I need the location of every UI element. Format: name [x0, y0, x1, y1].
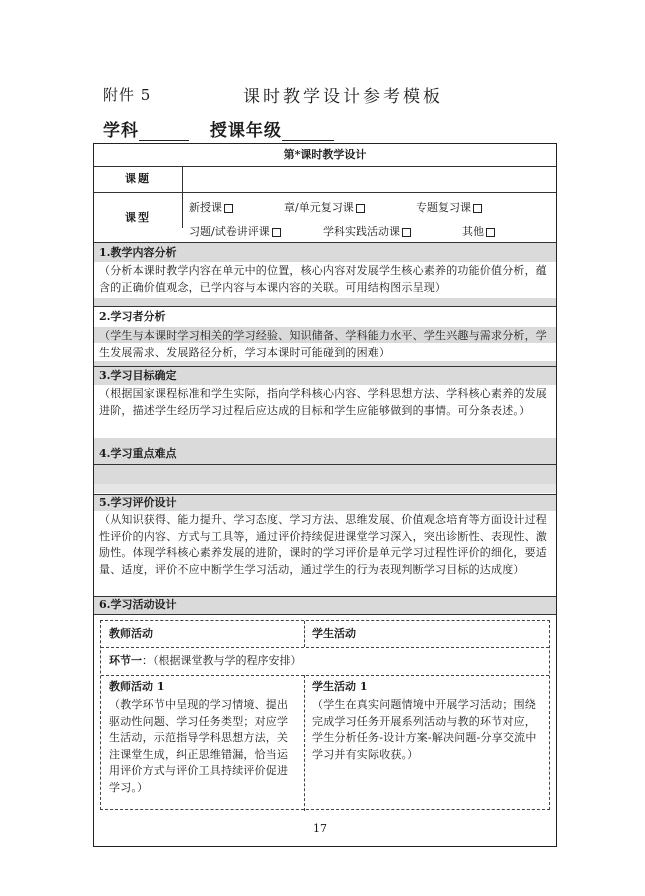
- grade-blank: [282, 124, 334, 141]
- student-activity-header: 学生活动: [312, 627, 356, 640]
- type-option-topic-review[interactable]: 专题复习课: [416, 200, 482, 216]
- type-option-exercise-review[interactable]: 习题/试卷讲评课: [189, 224, 281, 240]
- section-heading-learner-analysis: 2.学习者分析: [99, 310, 166, 323]
- topic-label: 课题: [125, 172, 151, 185]
- teacher-activity-title: 教师活动 1: [109, 680, 165, 693]
- grade-label: 授课年级: [209, 121, 282, 141]
- type-option-new[interactable]: 新授课: [189, 200, 233, 216]
- checkbox-icon[interactable]: [473, 204, 482, 213]
- section-heading-content-analysis: 1.教学内容分析: [99, 246, 177, 259]
- student-activity-body: （学生在真实问题情境中开展学习活动；围绕完成学习任务开展系列活动与教的环节对应，学生分析任务-设计方案-解决问题-分享交流中学习并有实际收获。）: [312, 698, 537, 761]
- teacher-activity-body: （教学环节中呈现的学习情境、提出驱动性问题、学习任务类型；对应学生活动，示范指导学科思想方法，关注课堂生成，纠正思维错漏，恰当运用评价方式与评价工具持续评价促进学习。）: [109, 698, 289, 794]
- teacher-activity-header: 教师活动: [109, 627, 153, 640]
- table-caption: 第*课时教学设计: [283, 148, 367, 161]
- type-option-other[interactable]: 其他: [462, 224, 495, 240]
- section-heading-key-points: 4.学习重点难点: [99, 447, 177, 460]
- checkbox-icon[interactable]: [272, 228, 281, 237]
- subject-blank: [139, 124, 189, 141]
- section-body-assessment: （从知识获得、能力提升、学习态度、学习方法、思维发展、价值观念培育等方面设计过程性评价的内容、方式与工具等，通过评价持续促进课堂学习深入，突出诊断性、表现性、激励性。体现学科核心素养发展的进阶，课时的学习评价是单元学习过程性评价的细化，要适量、适度，评价不应中断学生学习活动，通过学生的行为表现判断学习目标的达成度）: [99, 513, 547, 576]
- checkbox-icon[interactable]: [402, 228, 411, 237]
- section-heading-activities: 6.学习活动设计: [99, 598, 177, 611]
- section-body-content-analysis: （分析本课时教学内容在单元中的位置，核心内容对发展学生核心素养的功能价值分析，蕴含的正确价值观念，已学内容与本课内容的关联。可用结构图示呈现）: [99, 264, 547, 294]
- section-body-objectives: （根据国家课程标准和学生实际，指向学科核心内容、学科思想方法、学科核心素养的发展进阶，描述学生经历学习过程后应达成的目标和学生应能够做到的事情。可分条表述。）: [99, 387, 547, 417]
- student-activity-title: 学生活动 1: [312, 680, 368, 693]
- activity-table: [100, 620, 550, 810]
- subject-label: 学科: [103, 121, 139, 141]
- checkbox-icon[interactable]: [356, 204, 365, 213]
- type-option-practice[interactable]: 学科实践活动课: [323, 224, 411, 240]
- lesson-type-label: 课型: [125, 211, 151, 224]
- checkbox-icon[interactable]: [224, 204, 233, 213]
- lesson-design-table: [93, 143, 557, 847]
- attachment-label: 附件 5: [103, 86, 152, 104]
- section-heading-assessment: 5.学习评价设计: [99, 496, 177, 509]
- section-heading-objectives: 3.学习目标确定: [99, 369, 177, 382]
- subject-grade-line: [103, 116, 334, 141]
- segment-one-label: 环节一：（根据课堂教与学的程序安排）: [109, 654, 302, 667]
- checkbox-icon[interactable]: [486, 228, 495, 237]
- page-number: 17: [313, 822, 327, 835]
- section-body-learner-analysis: （学生与本课时学习相关的学习经验、知识储备、学科能力水平、学生兴趣与需求分析，学生发展需求、发展路径分析，学习本课时可能碰到的困难）: [99, 329, 547, 359]
- type-option-unit-review[interactable]: 章/单元复习课: [284, 200, 365, 216]
- document-title: 课时教学设计参考模板: [243, 87, 443, 107]
